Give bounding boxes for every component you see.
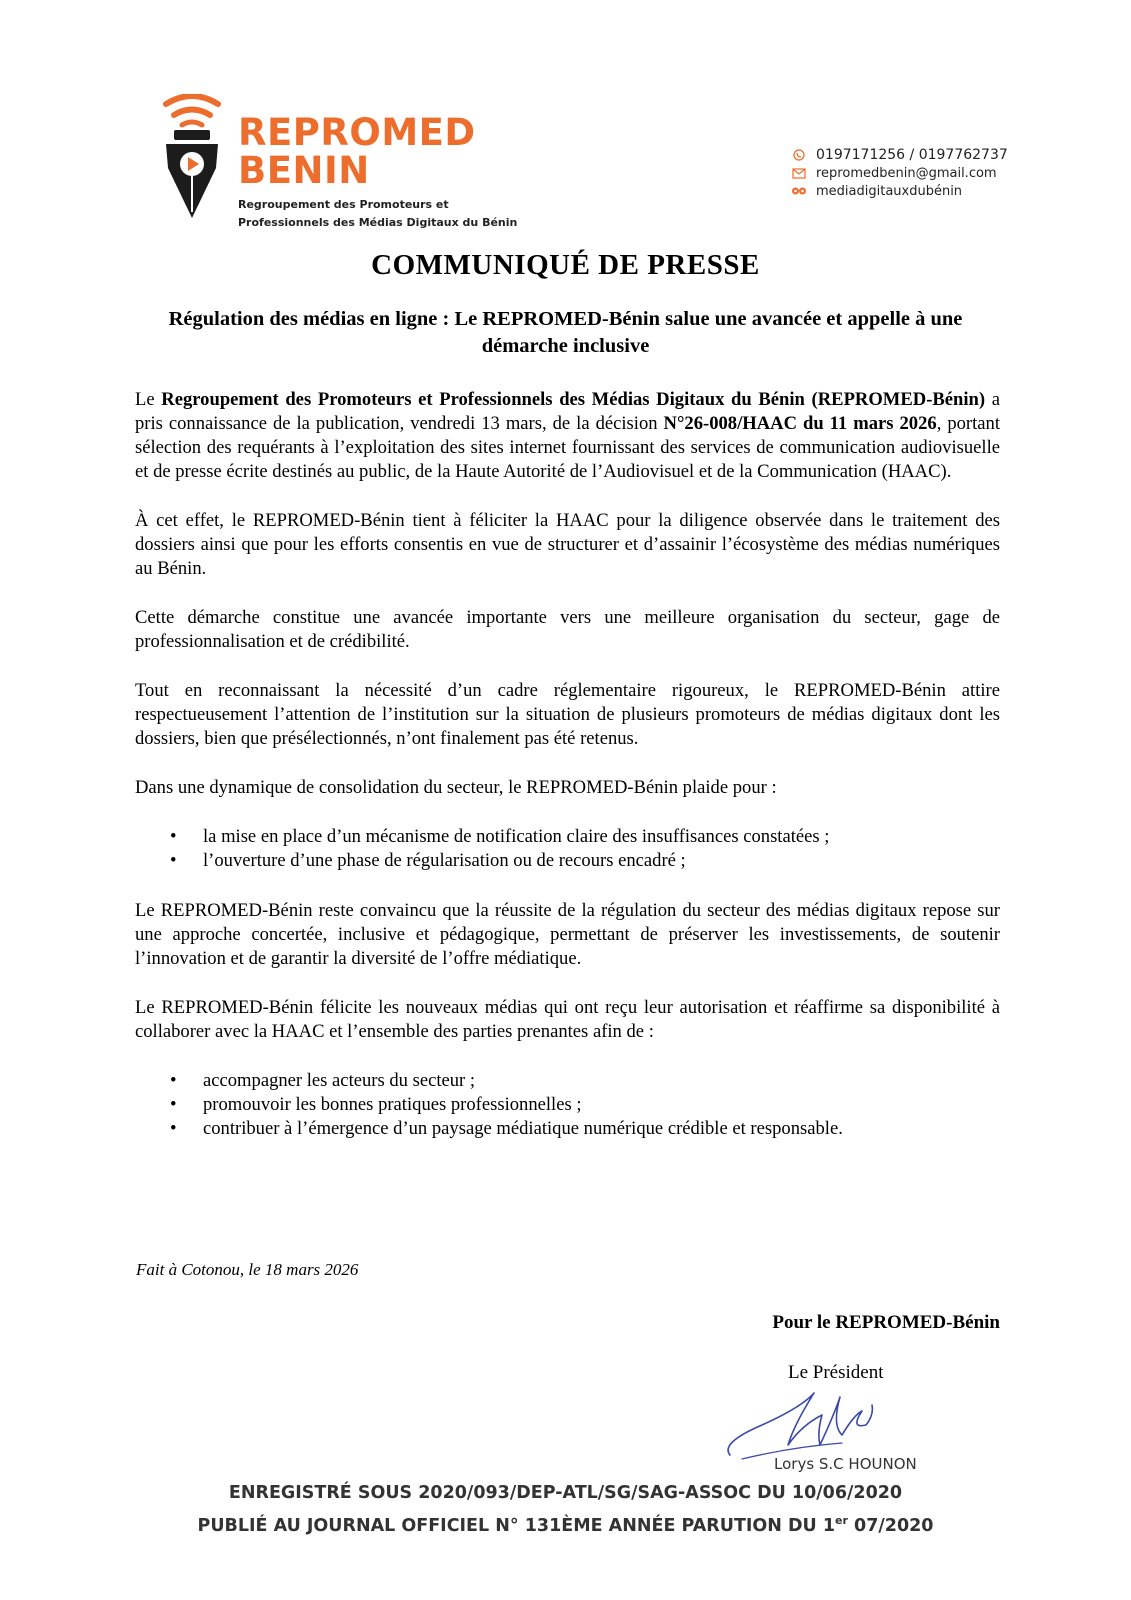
- document-title: COMMUNIQUÉ DE PRESSE: [371, 249, 760, 281]
- list-item: • contribuer à l’émergence d’un paysage médiatique numérique crédible et responsable.: [203, 1117, 1000, 1141]
- commitment-list: [135, 1069, 1000, 1141]
- place-date: Fait à Cotonou, le 18 mars 2026: [136, 1260, 359, 1279]
- contact-social: [790, 182, 1008, 200]
- paragraph-1-text-c: a pris connaissance de la publication, vendredi 13 mars, de la décision: [135, 389, 1000, 434]
- logo-tagline: [238, 196, 517, 232]
- advocacy-list: [135, 825, 1000, 873]
- signatory-name: Lorys S.C HOUNON: [774, 1455, 917, 1473]
- list-item: • promouvoir les bonnes pratiques professionnelles ;: [203, 1093, 1000, 1117]
- paragraph-5: Dans une dynamique de consolidation du secteur, le REPROMED-Bénin plaide pour :: [135, 777, 777, 798]
- logo: [160, 94, 530, 234]
- organization-name: Regroupement des Promoteurs et Professionnels des Médias Digitaux du Bénin (REPROMED-Bénin): [161, 389, 986, 410]
- footer-superscript: er: [835, 1514, 848, 1527]
- email-icon: [790, 167, 808, 179]
- paragraph-1-text-e: , portant sélection des requérants à l’exploitation des sites internet fournissant des services de communication audiovisuelle et de presse écrite destinés au public, de la Haute Autorité de l’Audiovisuel et de la Communication (HAAC).: [135, 413, 1000, 482]
- list-item: • accompagner les acteurs du secteur ;: [203, 1069, 1000, 1093]
- signature-organization: Pour le REPROMED-Bénin: [772, 1312, 1000, 1333]
- list-item: • la mise en place d’un mécanisme de notification claire des insuffisances constatées ;: [203, 825, 1000, 849]
- logo-line2: BENIN: [238, 149, 370, 192]
- contact-phone: [790, 146, 1008, 164]
- decision-reference: N°26-008/HAAC du 11 mars 2026: [663, 413, 937, 434]
- email-address: repromedbenin@gmail.com: [816, 165, 997, 181]
- paragraph-3: Cette démarche constitue une avancée importante vers une meilleure organisation du secteur, gage de professionnalisation et de crédibilité.: [135, 607, 1000, 652]
- social-icon: [790, 185, 808, 197]
- phone-number: 0197171256 / 0197762737: [816, 147, 1008, 163]
- document-body: [135, 388, 1000, 1167]
- pen-nib-icon: [160, 94, 224, 226]
- social-handle: mediadigitauxdubénin: [816, 183, 963, 199]
- footer-line-2: [0, 1507, 1131, 1540]
- paragraph-7: Le REPROMED-Bénin félicite les nouveaux médias qui ont reçu leur autorisation et réaffirme sa disponibilité à collaborer avec la HAAC et l’ensemble des parties prenantes afin de :: [135, 997, 1000, 1042]
- registration-footer: [0, 1480, 1131, 1540]
- phone-icon: [790, 149, 808, 161]
- footer-line-1: ENREGISTRÉ SOUS 2020/093/DEP-ATL/SG/SAG-ASSOC DU 10/06/2020: [228, 1483, 903, 1503]
- logo-tagline-line2: Professionnels des Médias Digitaux du Bénin: [238, 216, 518, 229]
- contact-email: [790, 164, 1008, 182]
- footer-line-2-text: PUBLIÉ AU JOURNAL OFFICIEL N° 131ÈME ANNÉE PARUTION DU 1: [197, 1515, 836, 1536]
- logo-wordmark: [238, 111, 476, 192]
- contact-block: [790, 146, 1008, 200]
- paragraph-6: Le REPROMED-Bénin reste convaincu que la réussite de la régulation du secteur des médias digitaux repose sur une approche concertée, inclusive et pédagogique, permettant de préserver les investissements, de soutenir l’innovation et de garantir la diversité de l’offre médiatique.: [135, 900, 1000, 969]
- paragraph-2: À cet effet, le REPROMED-Bénin tient à féliciter la HAAC pour la diligence observée dans le traitement des dossiers ainsi que pour les efforts consentis en vue de structurer et d’assainir l’écosystème des médias numériques au Bénin.: [135, 510, 1000, 579]
- paragraph-4: Tout en reconnaissant la nécessité d’un cadre réglementaire rigoureux, le REPROMED-Bénin attire respectueusement l’attention de l’institution sur la situation de plusieurs promoteurs de médias digitaux dont les dossiers, bien que présélectionnés, n’ont finalement pas été retenus.: [135, 680, 1000, 749]
- paragraph-1-text-a: Le: [135, 389, 162, 410]
- list-item: • l’ouverture d’une phase de régularisation ou de recours encadré ;: [203, 849, 1000, 873]
- logo-line1: REPROMED: [238, 111, 476, 154]
- signatory-role: Le Président: [788, 1362, 884, 1383]
- paragraph-1: [135, 388, 1000, 484]
- footer-line-2-date: 07/2020: [847, 1515, 934, 1536]
- logo-tagline-line1: Regroupement des Promoteurs et: [238, 198, 449, 211]
- wifi-signal-icon: [166, 96, 218, 125]
- document-subtitle: Régulation des médias en ligne : Le REPROMED-Bénin salue une avancée et appelle à une démarche inclusive: [168, 308, 963, 357]
